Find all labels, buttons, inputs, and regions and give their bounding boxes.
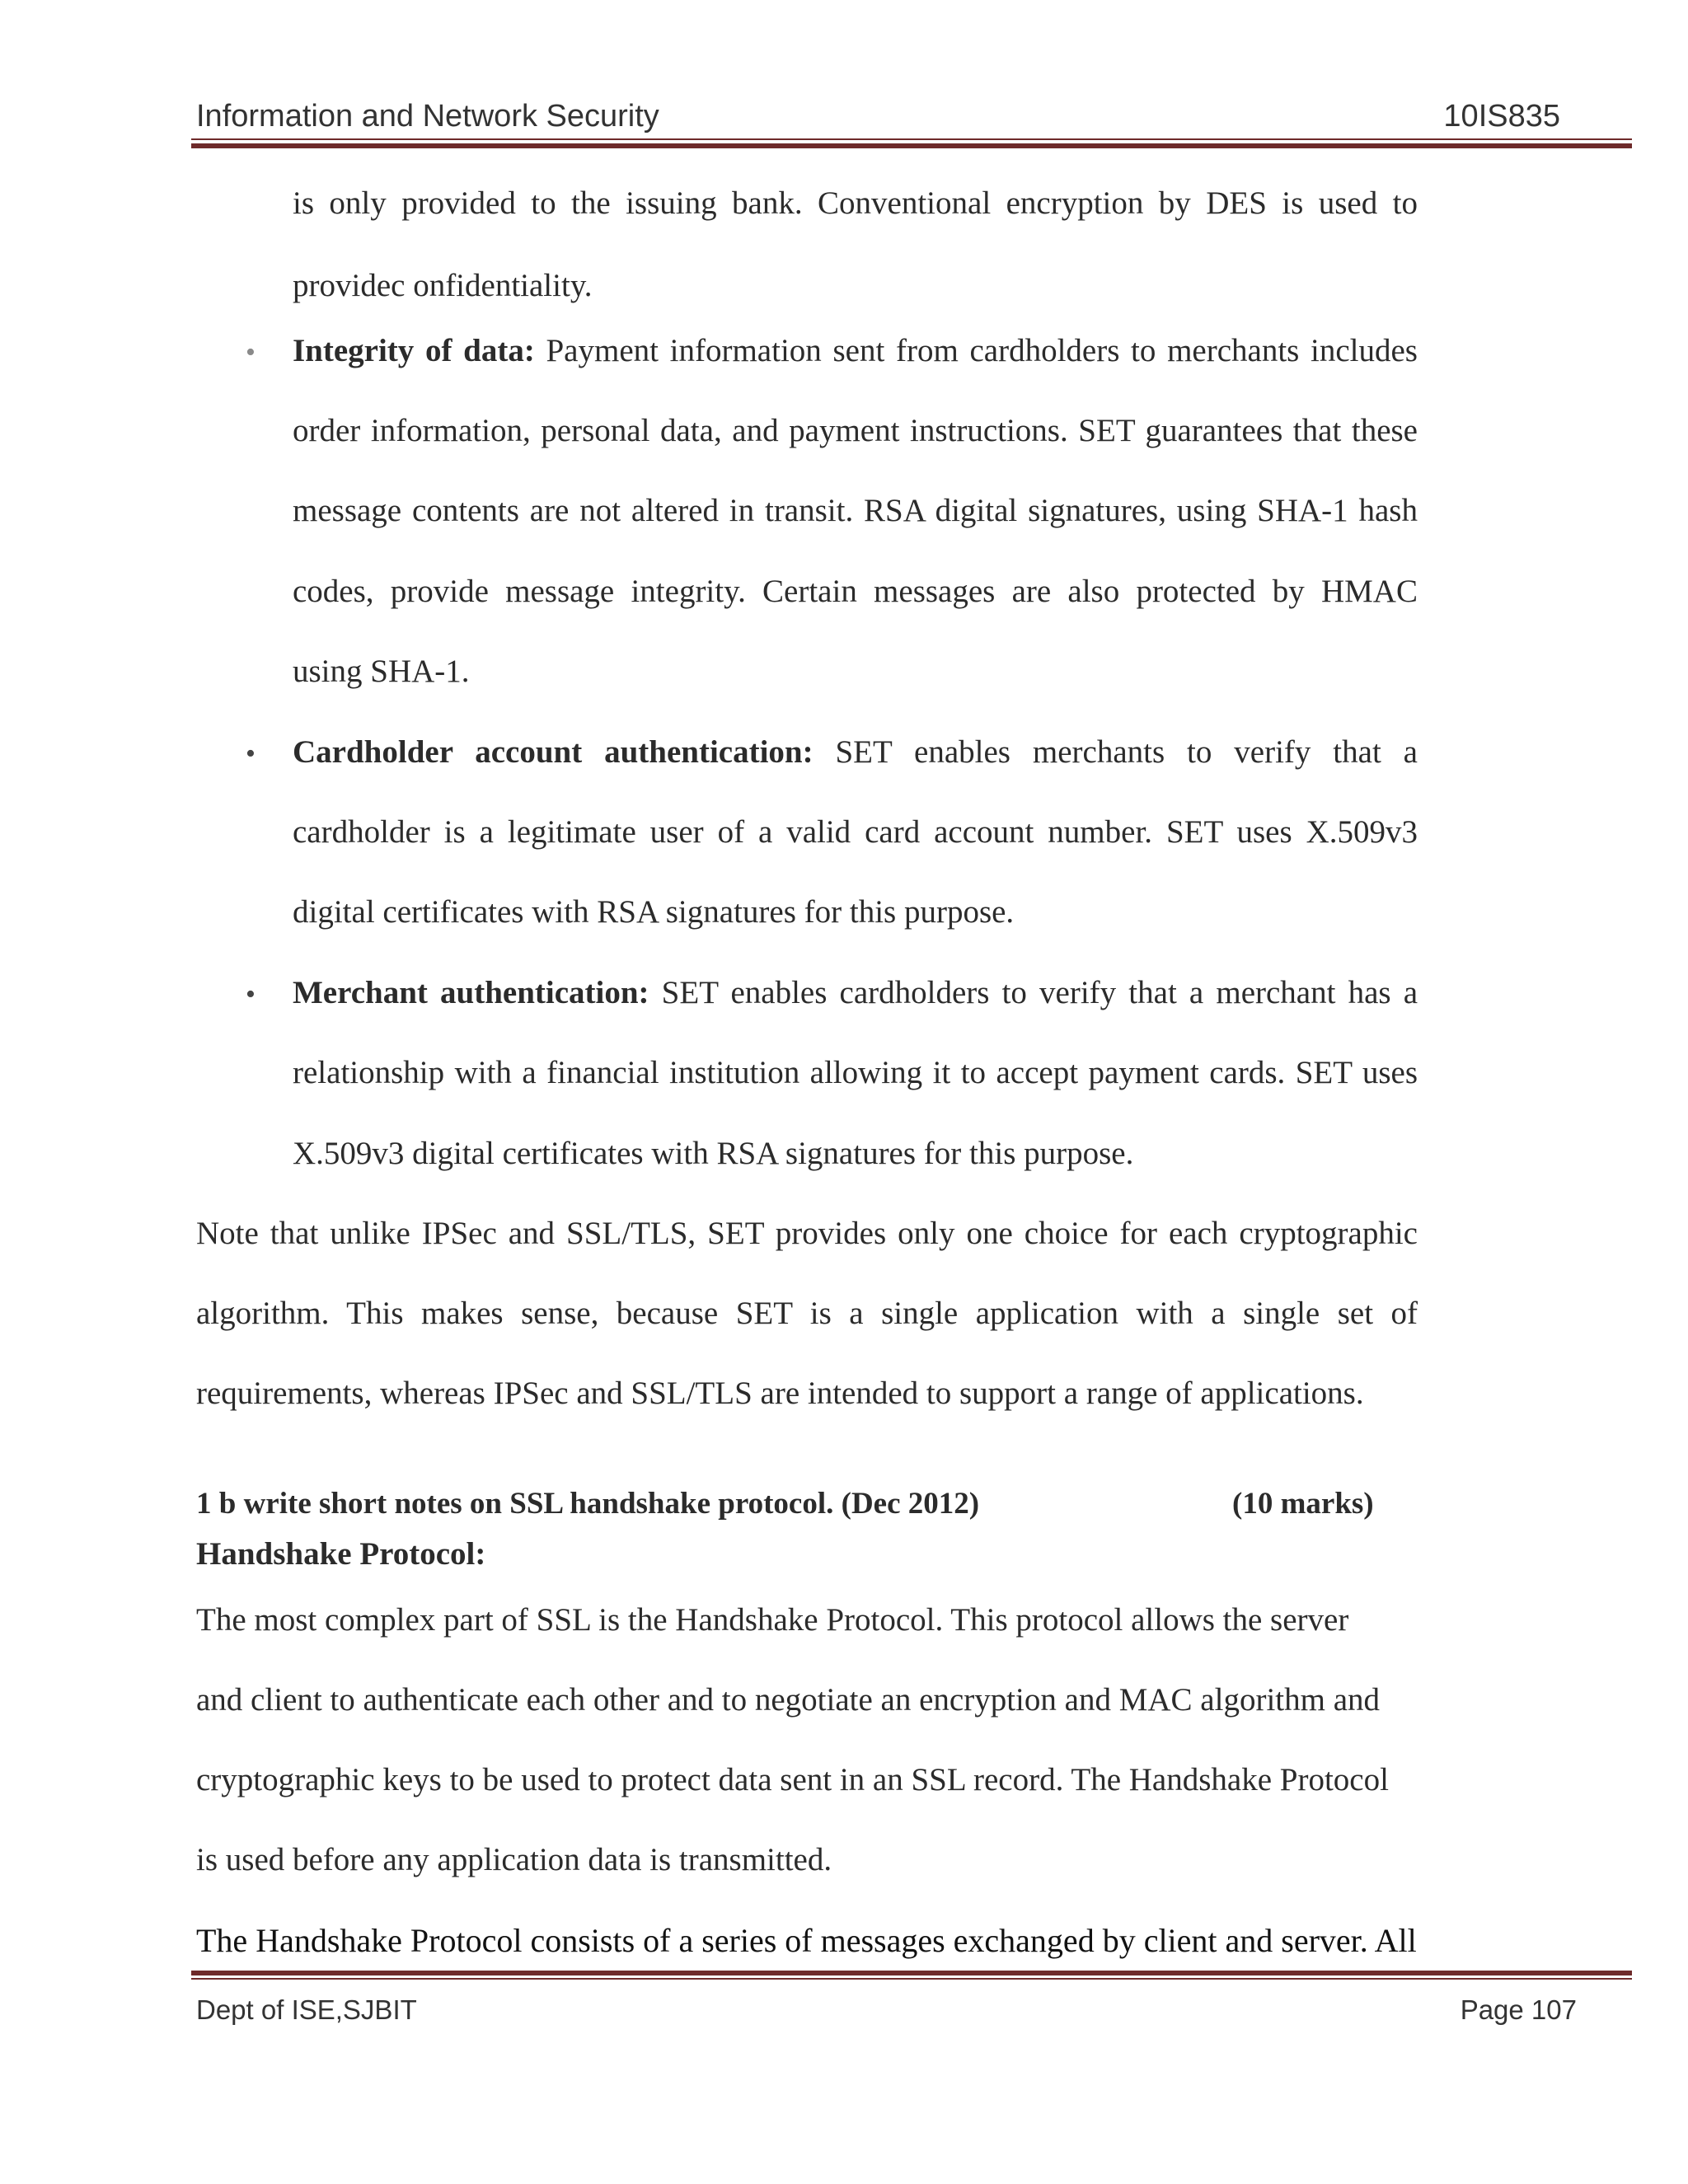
bullet-integrity-line-5: using SHA-1. xyxy=(293,654,470,689)
note-line-1: Note that unlike IPSec and SSL/TLS, SET provides only one choice for each cryptographic xyxy=(196,1216,1418,1251)
bullet-dot: • xyxy=(246,337,256,368)
question-heading: 1 b write short notes on SSL handshake protocol. (Dec 2012) xyxy=(196,1487,980,1521)
footer-dept: Dept of ISE,SJBIT xyxy=(196,1994,417,2025)
bullet-dot: • xyxy=(246,738,256,769)
bullet-merchant-term: Merchant authentication: xyxy=(293,975,649,1010)
footer-page-number: Page 107 xyxy=(1460,1994,1577,2025)
bullet-cardholder-term: Cardholder account authentication: xyxy=(293,734,814,770)
page-header-code: 10IS835 xyxy=(1443,99,1560,134)
bullet-cardholder-line-2: cardholder is a legitimate user of a valid card account number. SET uses X.509v3 xyxy=(293,814,1418,850)
bullet-merchant-line-2: relationship with a financial institution allowing it to accept payment cards. SET uses xyxy=(293,1055,1418,1090)
bullet-integrity-line-4: codes, provide message integrity. Certain messages are also protected by HMAC xyxy=(293,574,1418,609)
bullet-cardholder-line-3: digital certificates with RSA signatures for this purpose. xyxy=(293,894,1015,930)
page-header-title: Information and Network Security xyxy=(196,99,659,134)
bullet-cardholder-line-1: Cardholder account authentication: SET enables merchants to verify that a xyxy=(293,734,1418,770)
para1-line-3: cryptographic keys to be used to protect data sent in an SSL record. The Handshake Protocol xyxy=(196,1762,1389,1797)
continued-text-line-1: is only provided to the issuing bank. Conventional encryption by DES is used to xyxy=(293,185,1418,221)
note-line-3: requirements, whereas IPSec and SSL/TLS are intended to support a range of applications. xyxy=(196,1376,1364,1411)
footer-rule-top xyxy=(191,1971,1632,1975)
header-rule-bottom xyxy=(191,143,1632,148)
para1-line-2: and client to authenticate each other and to negotiate an encryption and MAC algorithm and xyxy=(196,1682,1381,1718)
bullet-dot: • xyxy=(246,979,256,1010)
bullet-merchant-line-1: Merchant authentication: SET enables cardholders to verify that a merchant has a xyxy=(293,975,1418,1010)
continued-text-line-2: providec onfidentiality. xyxy=(293,268,593,303)
question-marks: (10 marks) xyxy=(1232,1487,1374,1521)
bullet-integrity-line-1: Integrity of data: Payment information sent from cardholders to merchants includes xyxy=(293,333,1418,368)
para1-line-4: is used before any application data is transmitted. xyxy=(196,1842,832,1877)
para2-line-1: The Handshake Protocol consists of a series of messages exchanged by client and server. All xyxy=(196,1922,1417,1959)
bullet-merchant-line-3: X.509v3 digital certificates with RSA signatures for this purpose. xyxy=(293,1136,1134,1171)
header-rule-top xyxy=(191,138,1632,140)
bullet-integrity-term: Integrity of data: xyxy=(293,333,535,368)
subheading-handshake-protocol: Handshake Protocol: xyxy=(196,1536,486,1572)
bullet-integrity-line-2: order information, personal data, and payment instructions. SET guarantees that these xyxy=(293,413,1418,448)
para1-line-1: The most complex part of SSL is the Handshake Protocol. This protocol allows the server xyxy=(196,1602,1349,1638)
footer-rule-bottom xyxy=(191,1978,1632,1980)
bullet-integrity-line-3: message contents are not altered in transit. RSA digital signatures, using SHA-1 hash xyxy=(293,493,1418,528)
note-line-2: algorithm. This makes sense, because SET is a single application with a single set of xyxy=(196,1296,1418,1331)
